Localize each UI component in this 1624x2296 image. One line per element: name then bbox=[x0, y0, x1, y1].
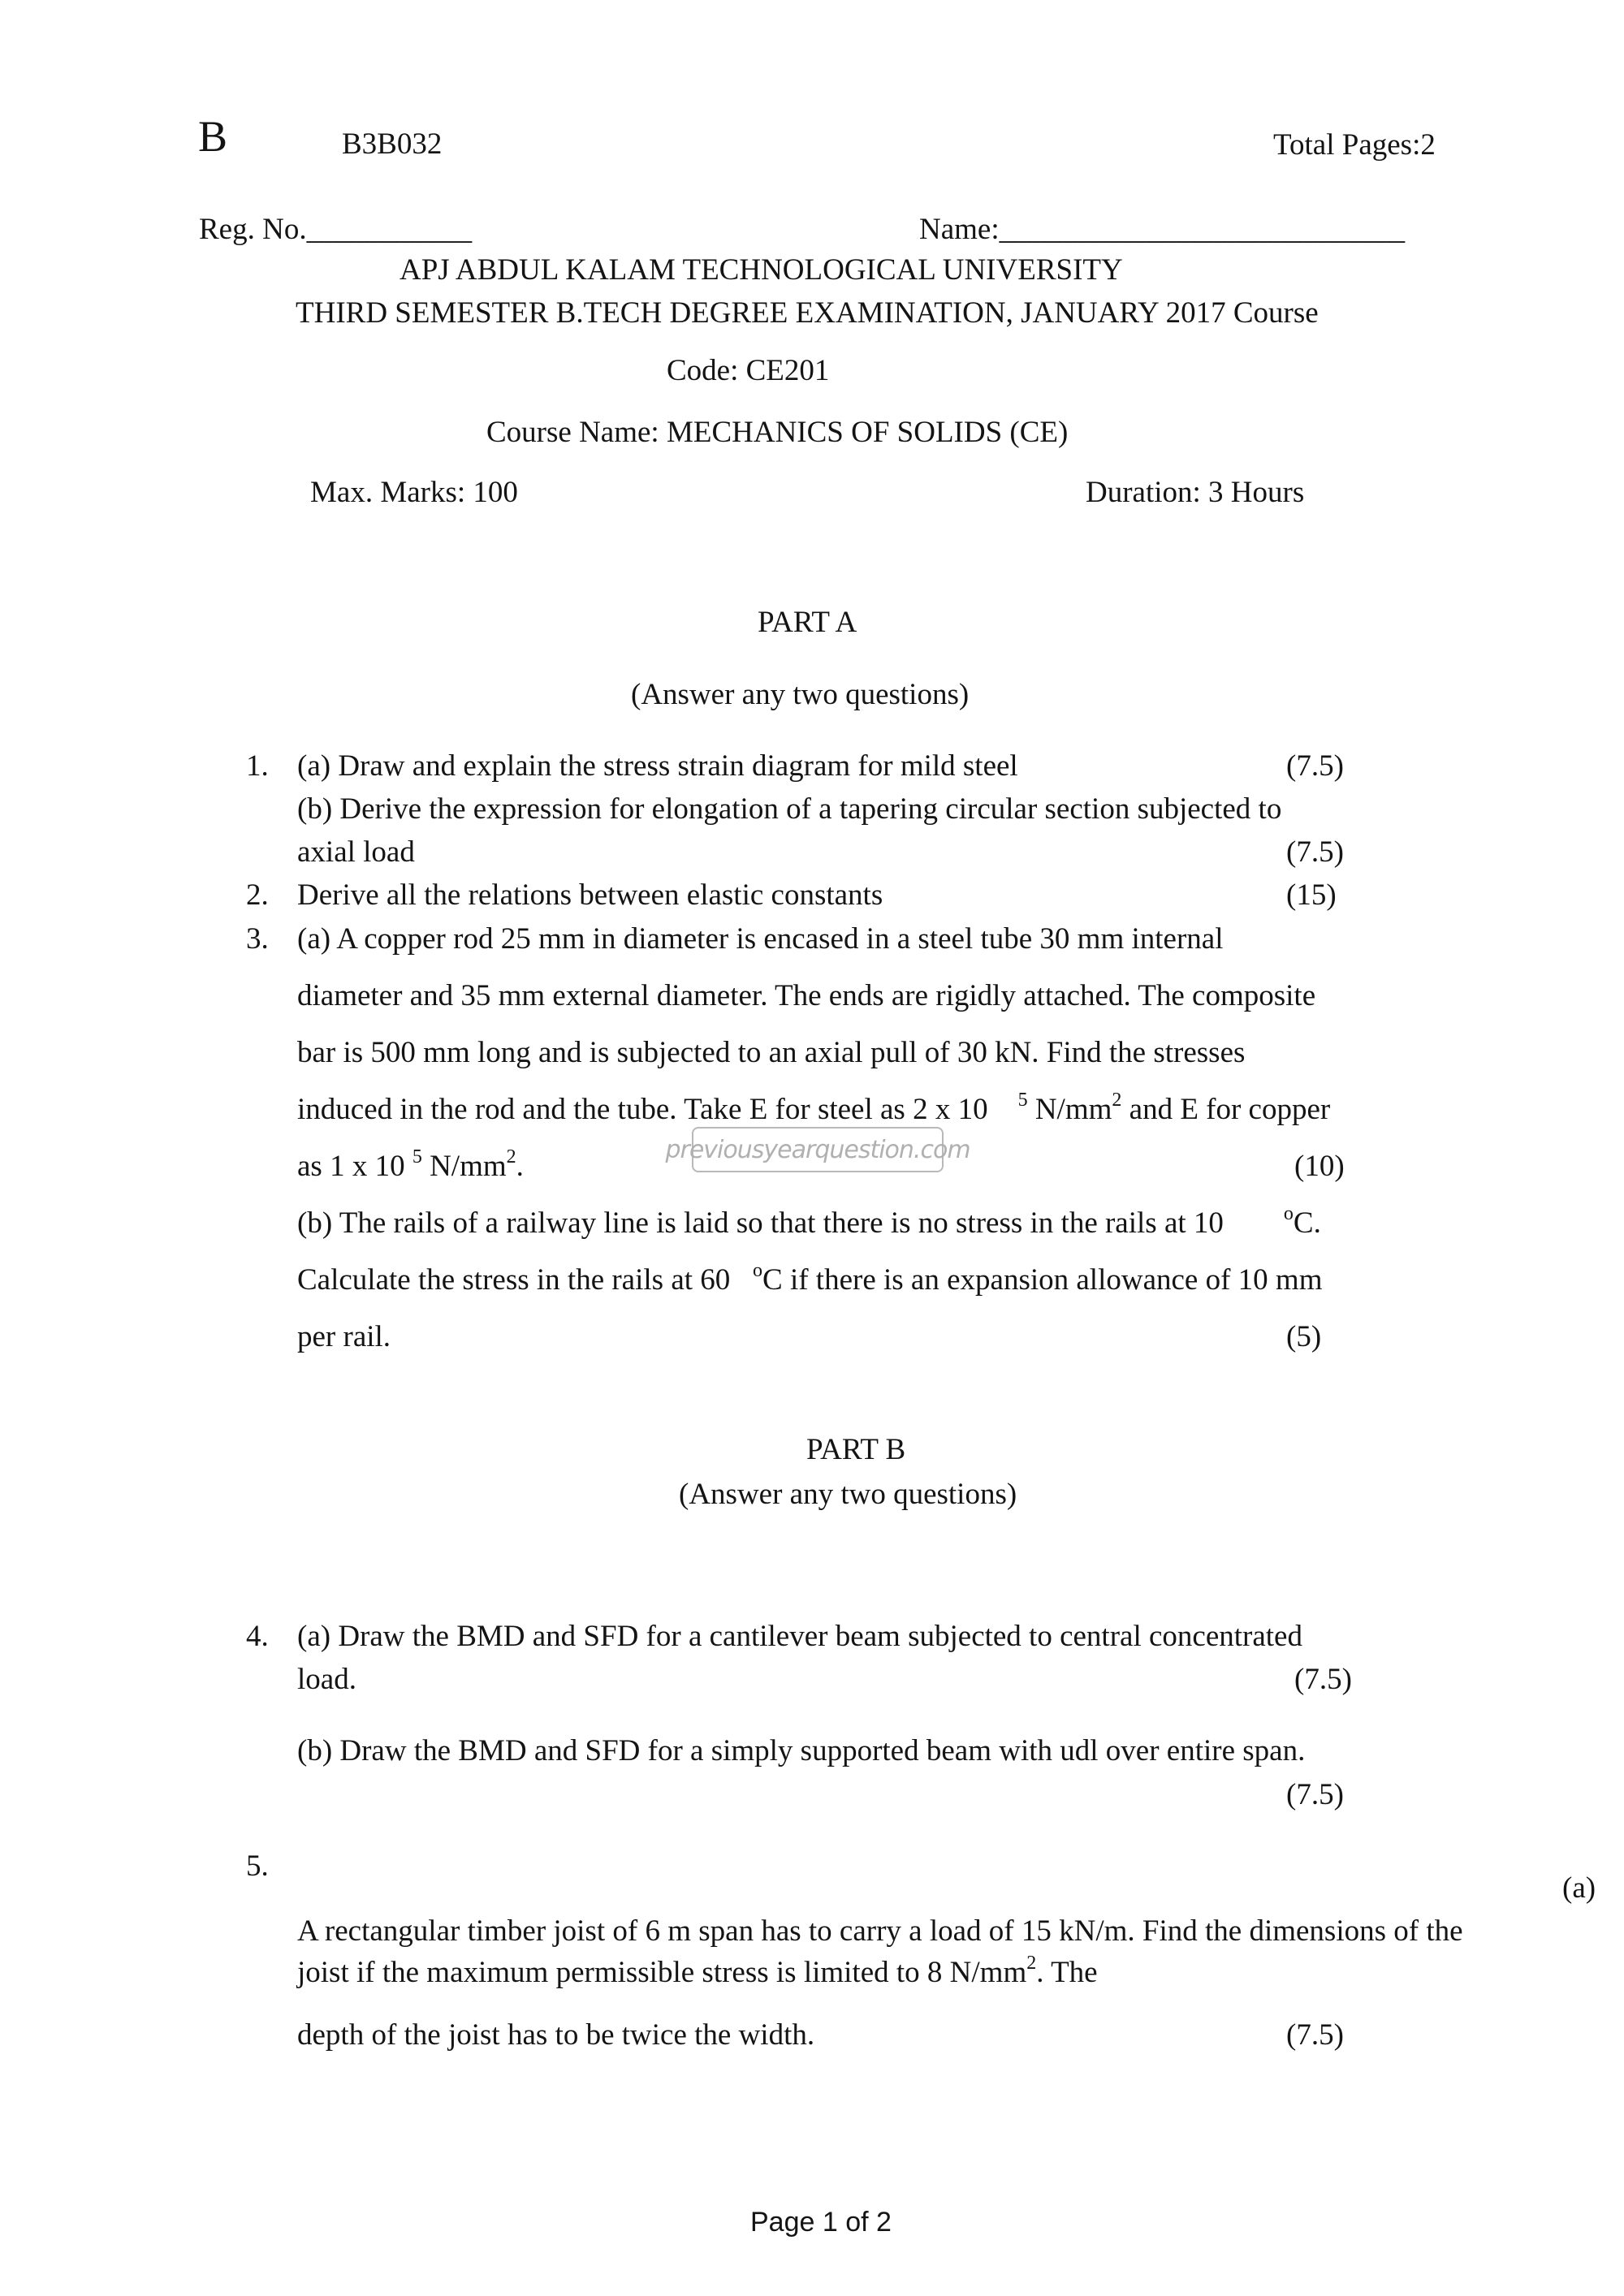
q5-line2 bbox=[297, 1953, 1098, 1989]
max-marks: Max. Marks: 100 bbox=[310, 476, 518, 509]
q5-line2-tail: . The bbox=[1036, 1956, 1098, 1989]
q5-line3: depth of the joist has to be twice the width. bbox=[297, 2018, 815, 2052]
q3a-marks: (10) bbox=[1294, 1150, 1345, 1183]
question-number: 1. bbox=[246, 749, 269, 783]
part-a-instruction: (Answer any two questions) bbox=[631, 678, 970, 711]
q2-marks: (15) bbox=[1286, 878, 1337, 912]
q5-line2-text: joist if the maximum permissible stress is limited to 8 N/mm bbox=[297, 1956, 1027, 1989]
q3a-line4-tail: and E for copper bbox=[1129, 1093, 1331, 1126]
unit: N/mm bbox=[430, 1150, 507, 1183]
q3b-line1-tail: C. bbox=[1293, 1206, 1321, 1240]
q1a-text: (a) Draw and explain the stress strain diagram for mild steel bbox=[297, 749, 1018, 783]
exponent: 2 bbox=[1026, 1953, 1037, 1974]
q1b-line2: axial load bbox=[297, 835, 415, 869]
exponent: 5 bbox=[1017, 1090, 1028, 1111]
exponent: 5 bbox=[412, 1146, 422, 1167]
q3a-line5-text: as 1 x 10 bbox=[297, 1150, 405, 1183]
part-a-title: PART A bbox=[758, 606, 857, 639]
q3a-line2: diameter and 35 mm external diameter. The ends are rigidly attached. The composite bbox=[297, 979, 1316, 1012]
name-field: Name:___________________________ bbox=[919, 213, 1406, 246]
exponent: 2 bbox=[1112, 1090, 1122, 1111]
q1b-marks: (7.5) bbox=[1286, 835, 1344, 869]
q4b-marks: (7.5) bbox=[1286, 1778, 1344, 1811]
total-pages: Total Pages:2 bbox=[1273, 128, 1436, 162]
q3a-line4 bbox=[297, 1090, 1331, 1126]
q3a-line5 bbox=[297, 1146, 524, 1183]
page-number: Page 1 of 2 bbox=[750, 2207, 892, 2238]
university-name: APJ ABDUL KALAM TECHNOLOGICAL UNIVERSITY bbox=[400, 253, 1123, 287]
q3a-line4-text: induced in the rod and the tube. Take E for steel as 2 x 10 bbox=[297, 1093, 988, 1126]
q3b-line3: per rail. bbox=[297, 1320, 391, 1353]
watermark: previousyearquestion.com bbox=[692, 1127, 944, 1172]
series-letter: B bbox=[198, 112, 228, 161]
q3b-line1 bbox=[297, 1203, 1321, 1240]
question-number: 5. bbox=[246, 1849, 269, 1883]
exponent: 2 bbox=[506, 1146, 516, 1167]
q2-text: Derive all the relations between elastic constants bbox=[297, 878, 883, 912]
duration: Duration: 3 Hours bbox=[1086, 476, 1305, 509]
q5-line1: A rectangular timber joist of 6 m span has to carry a load of 15 kN/m. Find the dimensions of the bbox=[297, 1914, 1463, 1948]
part-b-instruction: (Answer any two questions) bbox=[679, 1478, 1017, 1511]
q3b-line1-text: (b) The rails of a railway line is laid so that there is no stress in the rails at 10 bbox=[297, 1206, 1224, 1240]
q1a-marks: (7.5) bbox=[1286, 749, 1344, 783]
q4b-line1: (b) Draw the BMD and SFD for a simply supported beam with udl over entire span. bbox=[297, 1734, 1306, 1767]
question-number: 2. bbox=[246, 878, 269, 912]
question-number: 3. bbox=[246, 922, 269, 956]
semester-line: THIRD SEMESTER B.TECH DEGREE EXAMINATION, JANUARY 2017 Course bbox=[296, 296, 1319, 330]
q3b-marks: (5) bbox=[1286, 1320, 1322, 1353]
course-name: Course Name: MECHANICS OF SOLIDS (CE) bbox=[486, 416, 1069, 449]
reg-no-field: Reg. No.___________ bbox=[199, 213, 473, 246]
q3b-line2-tail: C if there is an expansion allowance of 10 mm bbox=[762, 1263, 1323, 1297]
part-b-title: PART B bbox=[806, 1433, 906, 1466]
course-code: Code: CE201 bbox=[667, 354, 830, 387]
question-number: 4. bbox=[246, 1620, 269, 1653]
q3b-line2 bbox=[297, 1260, 1323, 1297]
q4a-line2: load. bbox=[297, 1663, 356, 1696]
q3a-line5-tail: . bbox=[516, 1150, 524, 1183]
paper-code: B3B032 bbox=[342, 127, 443, 161]
unit: N/mm bbox=[1034, 1093, 1112, 1126]
degree-symbol: o bbox=[1283, 1203, 1294, 1224]
q5a-label: (a) bbox=[1562, 1871, 1596, 1905]
degree-symbol: o bbox=[753, 1260, 763, 1281]
q3b-line2-text: Calculate the stress in the rails at 60 bbox=[297, 1263, 731, 1297]
q4a-marks: (7.5) bbox=[1294, 1663, 1352, 1696]
q3a-line1: (a) A copper rod 25 mm in diameter is encased in a steel tube 30 mm internal bbox=[297, 922, 1224, 956]
q1b-line1: (b) Derive the expression for elongation of a tapering circular section subjected to bbox=[297, 792, 1282, 826]
q3a-line3: bar is 500 mm long and is subjected to an axial pull of 30 kN. Find the stresses bbox=[297, 1036, 1246, 1069]
q5-marks: (7.5) bbox=[1286, 2018, 1344, 2052]
q4a-line1: (a) Draw the BMD and SFD for a cantilever beam subjected to central concentrated bbox=[297, 1620, 1302, 1653]
